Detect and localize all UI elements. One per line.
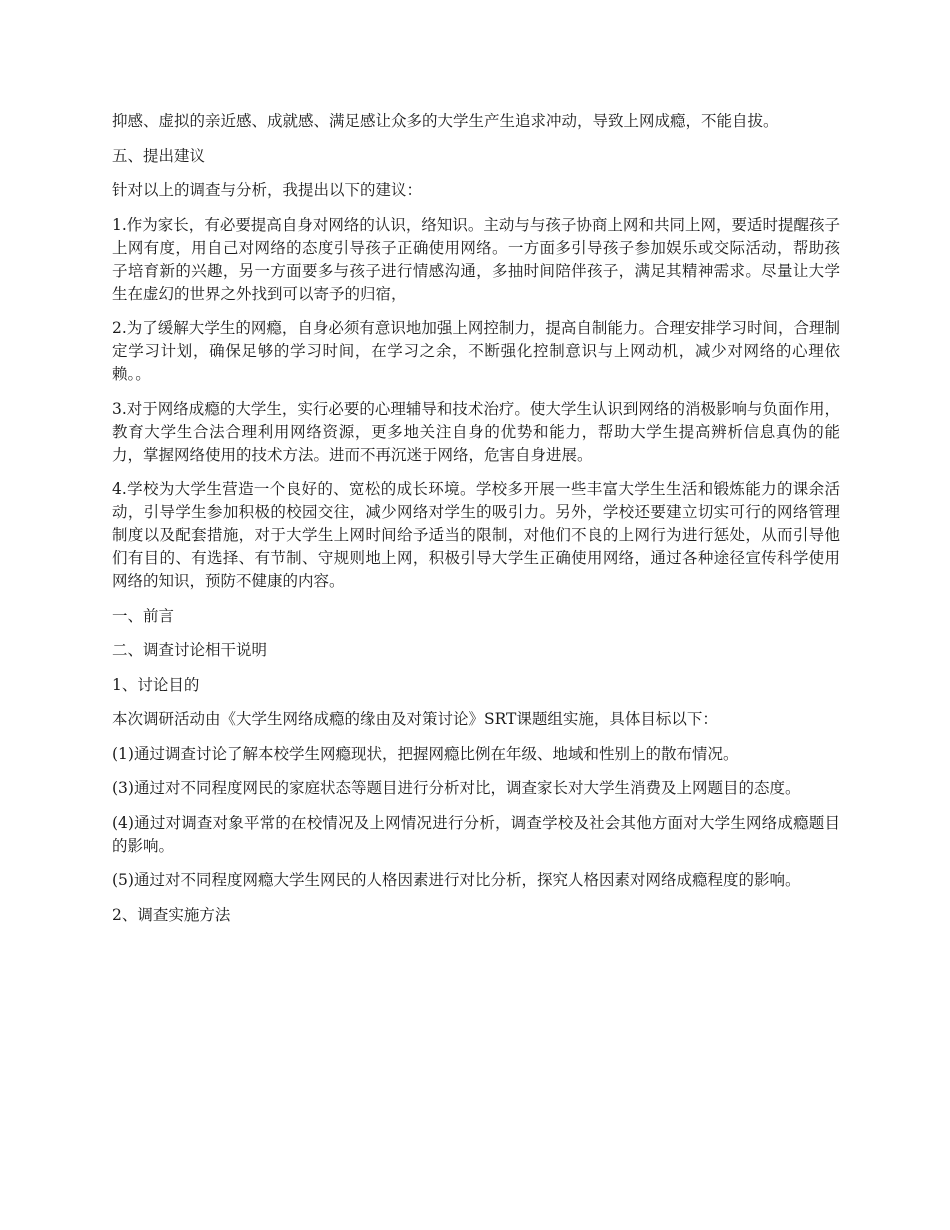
goal-item-5: (5)通过对不同程度网瘾大学生网民的人格因素进行对比分析，探究人格因素对网络成瘾程度的影响。 [112, 871, 801, 889]
suggestion-item-4: 4.学校为大学生营造一个良好的、宽松的成长环境。学校多开展一些丰富大学生生活和锻炼能力的课余活动，引导学生参加积极的校园交往，减少网络对学生的吸引力。另外，学校还要建立切实可行的网络管理制度以及配套措施，对于大学生上网时间给予适当的限制，对他们不良的上网行为进行惩处，从而引导他们有目的、有选择、有节制、守规则地上网，积极引导大学生正确使用网络，通过各种途径宣传科学使用网络的知识，预防不健康的内容。 [112, 480, 840, 590]
subheading-survey-method: 2、调查实施方法 [112, 905, 231, 924]
goal-item-1: (1)通过调查讨论了解本校学生网瘾现状，把握网瘾比例在年级、地域和性别上的散布情况。 [112, 744, 739, 763]
section-heading-survey-notes: 二、调查讨论相干说明 [112, 641, 268, 659]
suggestion-item-3: 3.对于网络成瘾的大学生，实行必要的心理辅导和技术治疗。使大学生认识到网络的消极影响与负面作用，教育大学生合法合理利用网络资源，更多地关注自身的优势和能力，帮助大学生提高辨析信息真伪的能力，掌握网络使用的技术方法。进而不再沉迷于网络，危害自身进展。 [112, 399, 840, 464]
paragraph-intro-continuation: 抑感、虚拟的亲近感、成就感、满足感让众多的大学生产生追求冲动，导致上网成瘾，不能自拔。 [112, 112, 779, 130]
suggestion-item-1: 1.作为家长，有必要提高自身对网络的认识，络知识。主动与与孩子协商上网和共同上网，要适时提醒孩子上网有度，用自己对网络的态度引导孩子正确使用网络。一方面多引导孩子参加娱乐或交际活动，帮助孩子培育新的兴趣，另一方面要多与孩子进行情感沟通，多抽时间陪伴孩子，满足其精神需求。尽量让大学生在虚幻的世界之外找到可以寄予的归宿， [112, 215, 840, 303]
goal-item-4: (4)通过对调查对象平常的在校情况及上网情况进行分析，调查学校及社会其他方面对大学生网络成瘾题目的影响。 [112, 813, 840, 855]
goal-item-3: (3)通过对不同程度网民的家庭状态等题目进行分析对比，调查家长对大学生消费及上网题目的态度。 [112, 779, 801, 797]
suggestion-item-2: 2.为了缓解大学生的网瘾，自身必须有意识地加强上网控制力，提高自制能力。合理安排学习时间，合理制定学习计划，确保足够的学习时间，在学习之余，不断强化控制意识与上网动机，减少对网络的心理依赖。。 [112, 319, 840, 383]
paragraph-research-goal: 本次调研活动由《大学生网络成瘾的缘由及对策讨论》SRT课题组实施，具体目标以下： [112, 710, 718, 728]
paragraph-suggestions-lead: 针对以上的调查与分析，我提出以下的建议： [112, 181, 423, 199]
subheading-research-purpose: 1、讨论目的 [112, 675, 200, 694]
section-heading-preface: 一、前言 [112, 606, 175, 625]
document-body [112, 110, 840, 938]
section-heading-suggestions: 五、提出建议 [112, 146, 206, 165]
